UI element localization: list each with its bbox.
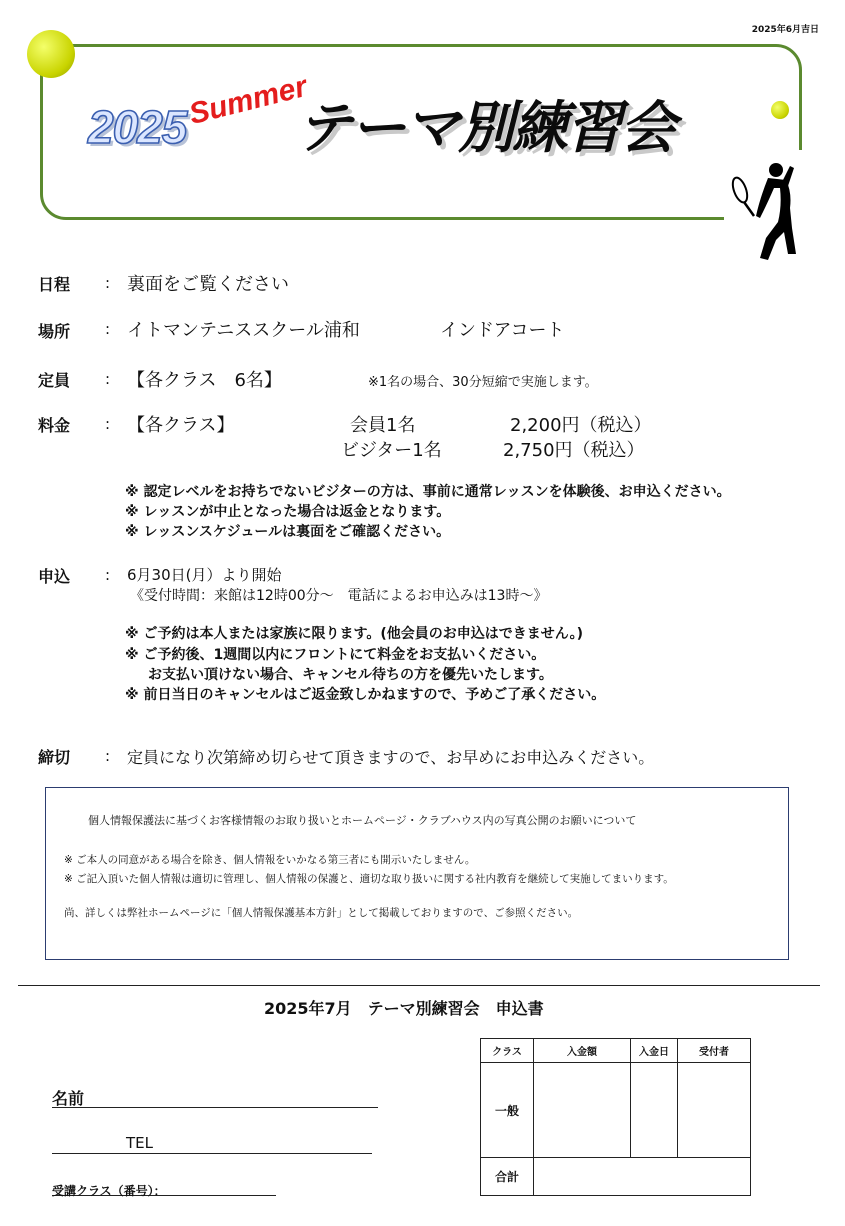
place-court: インドアコート	[440, 320, 565, 341]
fee-colon: :	[105, 415, 111, 433]
capacity-label: 定員	[38, 371, 71, 390]
fee-class: 【各クラス】	[127, 415, 235, 436]
capacity-note: ※1名の場合、30分短縮で実施します。	[368, 375, 598, 390]
fee-member-price: 2,200円（税込）	[510, 415, 652, 436]
schedule-label: 日程	[38, 275, 71, 294]
fee-member: 会員1名	[350, 415, 416, 436]
privacy-line: ※ ご記入頂いた個人情報は適切に管理し、個人情報の保護と、適切な取り扱いに関する社内教育を継続して実施してまいります。	[64, 873, 674, 885]
receipt-table	[480, 1038, 751, 1196]
receipt-header: クラス	[481, 1039, 534, 1063]
apply-note: ※ ご予約後、1週間以内にフロントにて料金をお支払いください。	[125, 647, 546, 663]
receipt-total-label: 合計	[481, 1158, 534, 1196]
fee-note: ※ 認定レベルをお持ちでないビジターの方は、事前に通常レッスンを体験後、お申込ください。	[125, 484, 731, 500]
schedule-value: 裏面をご覧ください	[127, 274, 289, 295]
deadline-value: 定員になり次第締め切らせて頂きますので、お早めにお申込みください。	[127, 748, 655, 767]
tennis-ball-small-icon	[771, 101, 789, 119]
title-year: 2025	[88, 101, 187, 153]
apply-colon: :	[105, 566, 111, 584]
deadline-colon: :	[105, 747, 111, 765]
privacy-box	[45, 787, 789, 960]
fee-visitor-price: 2,750円（税込）	[503, 440, 645, 461]
schedule-colon: :	[105, 274, 111, 292]
apply-note: お支払い頂けない場合、キャンセル待ちの方を優先いたします。	[148, 667, 553, 683]
apply-hours: 《受付時間：来館は12時00分～ 電話によるお申込みは13時～》	[130, 588, 548, 604]
capacity-value: 【各クラス 6名】	[127, 370, 282, 391]
apply-note: ※ ご予約は本人または家族に限ります。(他会員のお申込はできません。)	[125, 626, 583, 642]
class-number-label: 受講クラス（番号）：	[52, 1184, 166, 1198]
receipt-header: 入金日	[631, 1039, 678, 1063]
apply-value: 6月30日(月）より開始	[127, 566, 282, 584]
fee-note: ※ レッスンが中止となった場合は返金となります。	[125, 504, 451, 520]
title-summer: Summer	[185, 69, 311, 132]
privacy-line: 尚、詳しくは弊社ホームページに「個人情報保護基本方針」として掲載しておりますので、ご参照ください。	[64, 907, 579, 919]
tennis-player-icon	[730, 158, 798, 266]
privacy-title: 個人情報保護法に基づくお客様情報のお取り扱いとホームページ・クラブハウス内の写真公開のお願いについて	[88, 814, 637, 827]
tel-field[interactable]	[52, 1134, 372, 1154]
receipt-header: 入金額	[534, 1039, 631, 1063]
place-colon: :	[105, 320, 111, 338]
capacity-colon: :	[105, 370, 111, 388]
tennis-ball-icon	[27, 30, 75, 78]
receipt-cell[interactable]	[534, 1063, 631, 1158]
application-form-title: 2025年7月 テーマ別練習会 申込書	[264, 999, 544, 1018]
fee-label: 料金	[38, 416, 71, 435]
tel-label: TEL	[126, 1134, 153, 1152]
issue-date: 2025年6月吉日	[751, 25, 819, 35]
fee-visitor: ビジター1名	[341, 440, 442, 461]
place-label: 場所	[38, 322, 71, 341]
apply-note: ※ 前日当日のキャンセルはご返金致しかねますので、予めご了承ください。	[125, 687, 606, 703]
receipt-cell[interactable]	[631, 1063, 678, 1158]
privacy-line: ※ ご本人の同意がある場合を除き、個人情報をいかなる第三者にも開示いたしません。	[64, 854, 476, 866]
receipt-cell[interactable]	[678, 1063, 751, 1158]
fee-note: ※ レッスンスケジュールは裏面をご確認ください。	[125, 524, 451, 540]
name-label: 名前	[52, 1089, 85, 1108]
title-main: テーマ別練習会	[296, 96, 674, 161]
receipt-total-cell[interactable]	[534, 1158, 751, 1196]
deadline-label: 締切	[38, 748, 71, 767]
receipt-general-label: 一般	[481, 1063, 534, 1158]
name-field[interactable]	[52, 1086, 378, 1108]
receipt-header: 受付者	[678, 1039, 751, 1063]
apply-label: 申込	[38, 567, 71, 586]
cut-line	[18, 985, 820, 986]
place-value: イトマンテニススクール浦和	[127, 320, 360, 341]
class-number-field[interactable]	[52, 1180, 276, 1196]
